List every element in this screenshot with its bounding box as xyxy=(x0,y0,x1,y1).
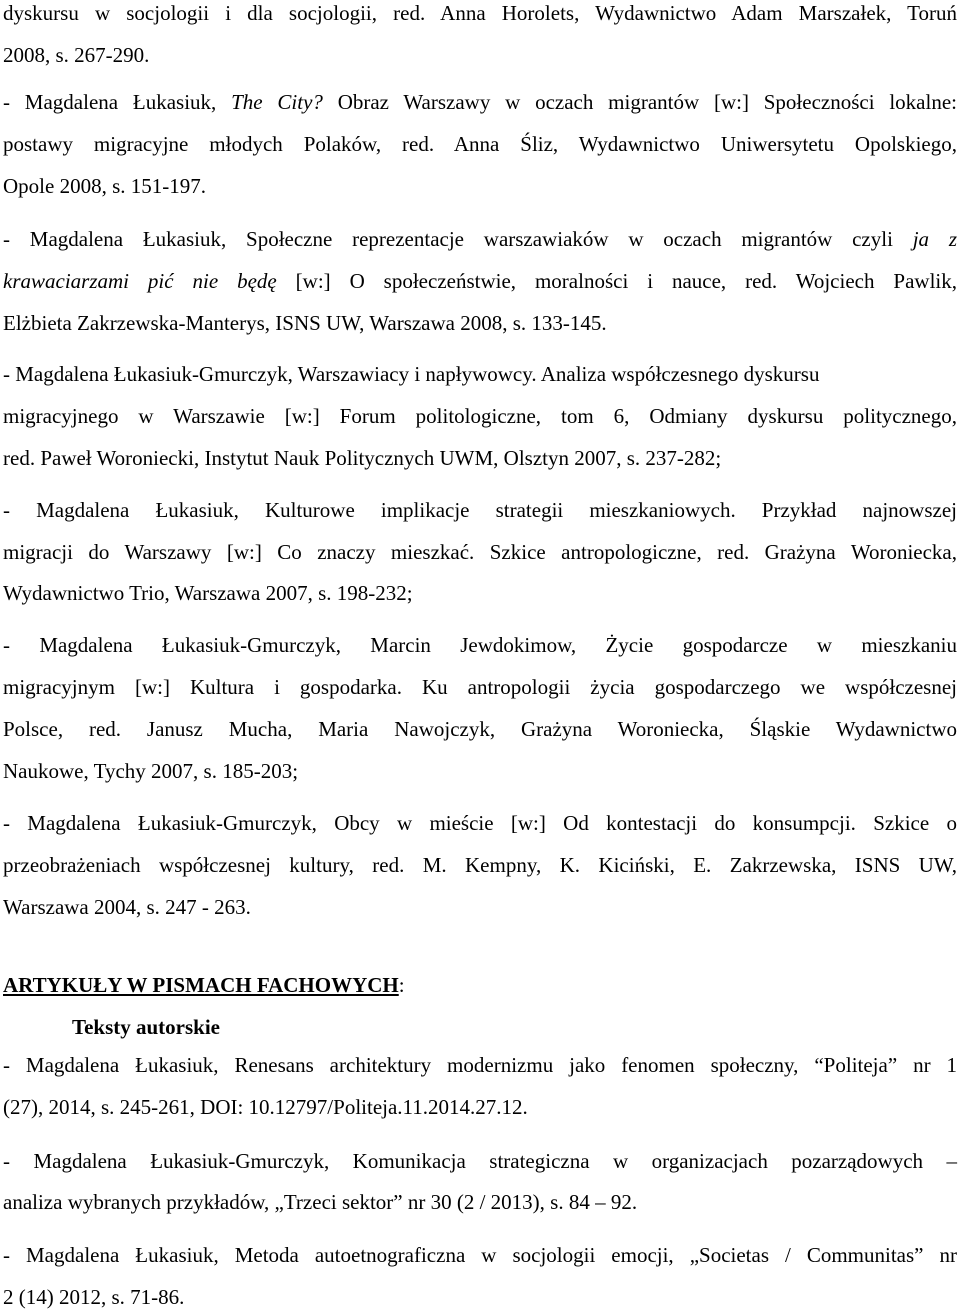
text-line: dyskursu w socjologii i dla socjologii, red. Anna Horolets, Wydawnictwo Adam Marszałek, Toruń xyxy=(3,1,957,25)
text-line: Naukowe, Tychy 2007, s. 185-203; xyxy=(3,759,299,783)
text-line: - Magdalena Łukasiuk-Gmurczyk, Komunikacja strategiczna w organizacjach pozarządowych – xyxy=(3,1149,957,1173)
text-line xyxy=(3,226,957,252)
text-line: - Magdalena Łukasiuk, Metoda autoetnograficzna w socjologii emocji, „Societas / Communitas” nr xyxy=(3,1243,957,1267)
text-line: migracji do Warszawy [w:] Co znaczy mieszkać. Szkice antropologiczne, red. Grażyna Woroniecka, xyxy=(3,540,957,564)
heading-colon: : xyxy=(398,973,405,997)
text-line: - Magdalena Łukasiuk-Gmurczyk, Obcy w mieście [w:] Od kontestacji do konsumpcji. Szkice o xyxy=(3,811,957,835)
text-line xyxy=(3,268,957,294)
text-line: migracyjnym [w:] Kultura i gospodarka. Ku antropologii życia gospodarczego we współczesnej xyxy=(3,675,957,699)
subsection-heading: Teksty autorskie xyxy=(72,1015,220,1039)
text-line: - Magdalena Łukasiuk, Kulturowe implikacje strategii mieszkaniowych. Przykład najnowszej xyxy=(3,498,957,522)
italic-title: krawaciarzami pić nie będę xyxy=(3,269,277,293)
text-line: (27), 2014, s. 245-261, DOI: 10.12797/Politeja.11.2014.27.12. xyxy=(3,1095,528,1119)
text-segment: [w:] O społeczeństwie, moralności i nauce, red. Wojciech Pawlik, xyxy=(276,269,957,293)
text-line: migracyjnego w Warszawie [w:] Forum politologiczne, tom 6, Odmiany dyskursu politycznego, xyxy=(3,404,957,428)
section-heading xyxy=(3,972,957,998)
text-line: Polsce, red. Janusz Mucha, Maria Nawojczyk, Grażyna Woroniecka, Śląskie Wydawnictwo xyxy=(3,717,957,741)
text-line: 2 (14) 2012, s. 71-86. xyxy=(3,1285,185,1309)
italic-title: The City? xyxy=(231,90,323,114)
text-line: 2008, s. 267-290. xyxy=(3,43,150,67)
text-line: przeobrażeniach współczesnej kultury, red. M. Kempny, K. Kiciński, E. Zakrzewska, ISNS UW, xyxy=(3,853,957,877)
text-line: red. Paweł Woroniecki, Instytut Nauk Politycznych UWM, Olsztyn 2007, s. 237-282; xyxy=(3,446,722,470)
text-line: - Magdalena Łukasiuk-Gmurczyk, Marcin Jewdokimow, Życie gospodarcze w mieszkaniu xyxy=(3,633,957,657)
text-segment: - Magdalena Łukasiuk, xyxy=(3,90,232,114)
text-line: Opole 2008, s. 151-197. xyxy=(3,174,206,198)
section-heading-text: ARTYKUŁY W PISMACH FACHOWYCH xyxy=(3,973,399,997)
text-segment: - Magdalena Łukasiuk, Społeczne reprezentacje warszawiaków w oczach migrantów czyli xyxy=(3,227,913,251)
text-line: Wydawnictwo Trio, Warszawa 2007, s. 198-232; xyxy=(3,581,413,605)
italic-title: ja z xyxy=(912,227,957,251)
text-line: analiza wybranych przykładów, „Trzeci sektor” nr 30 (2 / 2013), s. 84 – 92. xyxy=(3,1190,638,1214)
text-line xyxy=(3,89,957,115)
text-segment: Obraz Warszawy w oczach migrantów [w:] Społeczności lokalne: xyxy=(322,90,957,114)
text-line: Elżbieta Zakrzewska-Manterys, ISNS UW, Warszawa 2008, s. 133-145. xyxy=(3,311,607,335)
text-line: Warszawa 2004, s. 247 - 263. xyxy=(3,895,251,919)
text-line: - Magdalena Łukasiuk, Renesans architektury modernizmu jako fenomen społeczny, “Politeja” nr 1 xyxy=(3,1053,957,1077)
text-line: postawy migracyjne młodych Polaków, red. Anna Śliz, Wydawnictwo Uniwersytetu Opolskiego, xyxy=(3,132,957,156)
text-line: - Magdalena Łukasiuk-Gmurczyk, Warszawiacy i napływowcy. Analiza współczesnego dyskursu xyxy=(3,362,820,386)
